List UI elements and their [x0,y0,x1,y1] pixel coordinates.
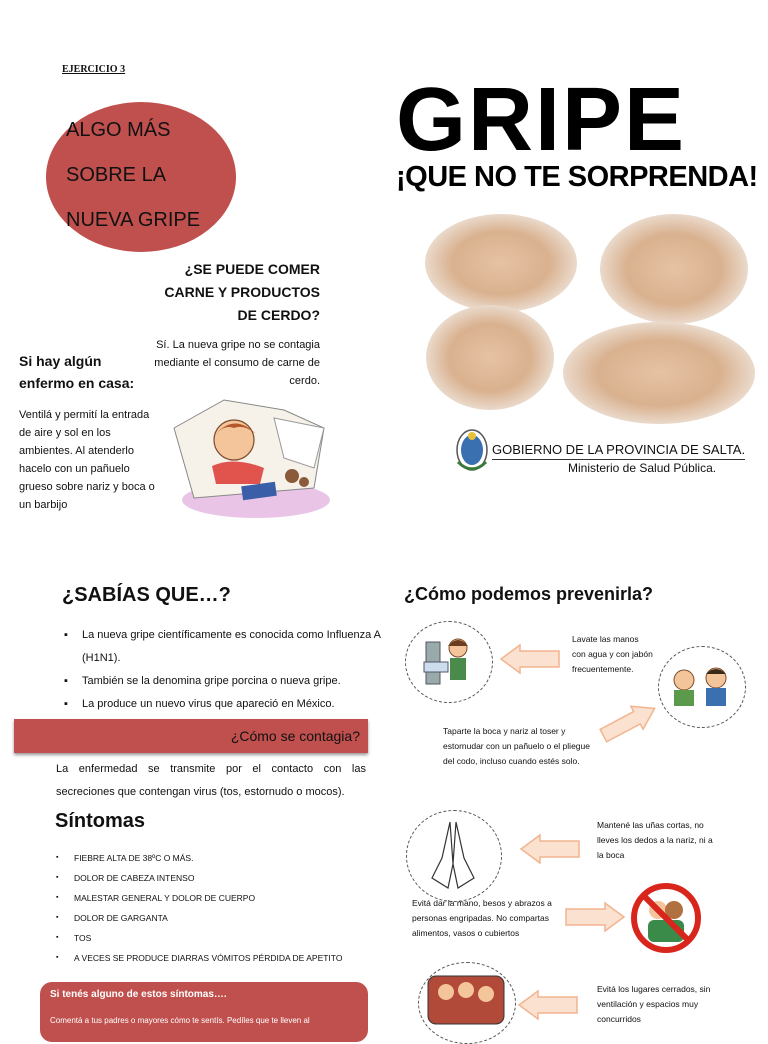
symptoms-alert-text: Comentá a tus padres o mayores cómo te sentís. Pedíles que te lleven al [50,1016,310,1025]
photo-woman-sneezing [425,214,577,312]
pork-question-line-1: ¿SE PUEDE COMER [184,261,320,277]
list-item: ▪ A VECES SE PRODUCE DIARRAS VÓMITOS PÉRDIDA DE APETITO [54,948,374,968]
hands-icon [420,818,486,892]
bubble-line-1: ALGO MÁS [66,119,171,141]
arrow-left-icon [518,990,578,1020]
list-item: ▪ También se la denomina gripe porcina o nueva gripe. [62,670,382,693]
sick-home-title [19,350,134,394]
list-item: ▪ DOLOR DE GARGANTA [54,908,374,928]
ministry-name: Ministerio de Salud Pública. [568,461,717,475]
symptoms-alert-title: Si tenés alguno de estos síntomas…. [50,989,227,1000]
pork-question-line-2: CARNE Y PRODUCTOS [164,284,320,300]
sick-home-title-line-1: Si hay algún [19,353,102,369]
crowd-icon [424,970,508,1024]
handwash-icon [420,632,480,690]
cover-title: GRIPE [396,70,687,170]
bubble-line-3: NUEVA GRIPE [66,209,201,231]
photo-man-tissue [563,322,755,424]
photo-child-sneezing [426,305,554,410]
prevention-step-4: Evitá dar la mano, besos y abrazos a personas engripadas. No compartas alimentos, vasos o cubiertos [412,898,552,938]
pork-question-line-3: DE CERDO? [237,307,320,323]
symptoms-list [54,848,374,968]
sick-child-illustration [164,388,330,524]
no-hugging-icon [630,882,702,954]
bubble-line-2: SOBRE LA [66,164,167,186]
arrow-up-right-icon [598,700,660,744]
pork-question [160,258,320,327]
government-logo-text [492,442,745,476]
sick-home-title-line-2: enfermo en casa: [19,375,135,391]
prevention-step-1: Lavate las manos con agua y con jabón frecuentemente. [572,634,653,674]
contagion-title: ¿Cómo se contagia? [230,728,360,744]
did-you-know-list [62,624,382,716]
bubble-title [66,108,200,243]
sick-home-text: Ventilá y permití la entrada de aire y sol en los ambientes. Al atenderlo hacelo con un pañuelo grueso sobre nariz y boca o un barbijo [19,409,155,511]
arrow-right-icon [565,902,625,932]
contagion-text: La enfermedad se transmite por el contacto con las secreciones que contengan virus (tos, estornudo o mocos). [56,763,366,798]
list-item: ▪ La nueva gripe científicamente es conocida como Influenza A (H1N1). [62,624,382,670]
prevention-title: ¿Cómo podemos prevenirla? [404,584,654,604]
prevention-step-3: Mantené las uñas cortas, no lleves los dedos a la nariz, ni a la boca [597,820,713,860]
did-you-know-title: ¿SABÍAS QUE…? [62,584,231,606]
salta-seal-icon [455,428,489,478]
list-item: ▪ TOS [54,928,374,948]
list-item: ▪ DOLOR DE CABEZA INTENSO [54,868,374,888]
pork-answer: Sí. La nueva gripe no se contagia mediante el consumo de carne de cerdo. [154,339,320,387]
arrow-left-icon [500,644,560,674]
exercise-label: EJERCICIO 3 [62,64,126,75]
cover-subtitle: ¡QUE NO TE SORPRENDA! [396,161,758,193]
children-cough-icon [664,664,738,708]
symptoms-title: Síntomas [55,810,146,832]
photo-woman-coughing [600,214,748,324]
prevention-step-2: Taparte la boca y nariz al toser y estornudar con un pañuelo o el pliegue del codo, incluso cuando estés solo. [443,726,590,766]
list-item: ▪ MALESTAR GENERAL Y DOLOR DE CUERPO [54,888,374,908]
arrow-left-icon [520,834,580,864]
prevention-step-5: Evitá los lugares cerrados, sin ventilación y espacios muy concurridos [597,984,711,1024]
list-item: ▪ FIEBRE ALTA DE 38ºC O MÁS. [54,848,374,868]
government-name: GOBIERNO DE LA PROVINCIA DE SALTA. [492,442,745,460]
list-item: ▪ La produce un nuevo virus que apareció en México. [62,693,382,716]
